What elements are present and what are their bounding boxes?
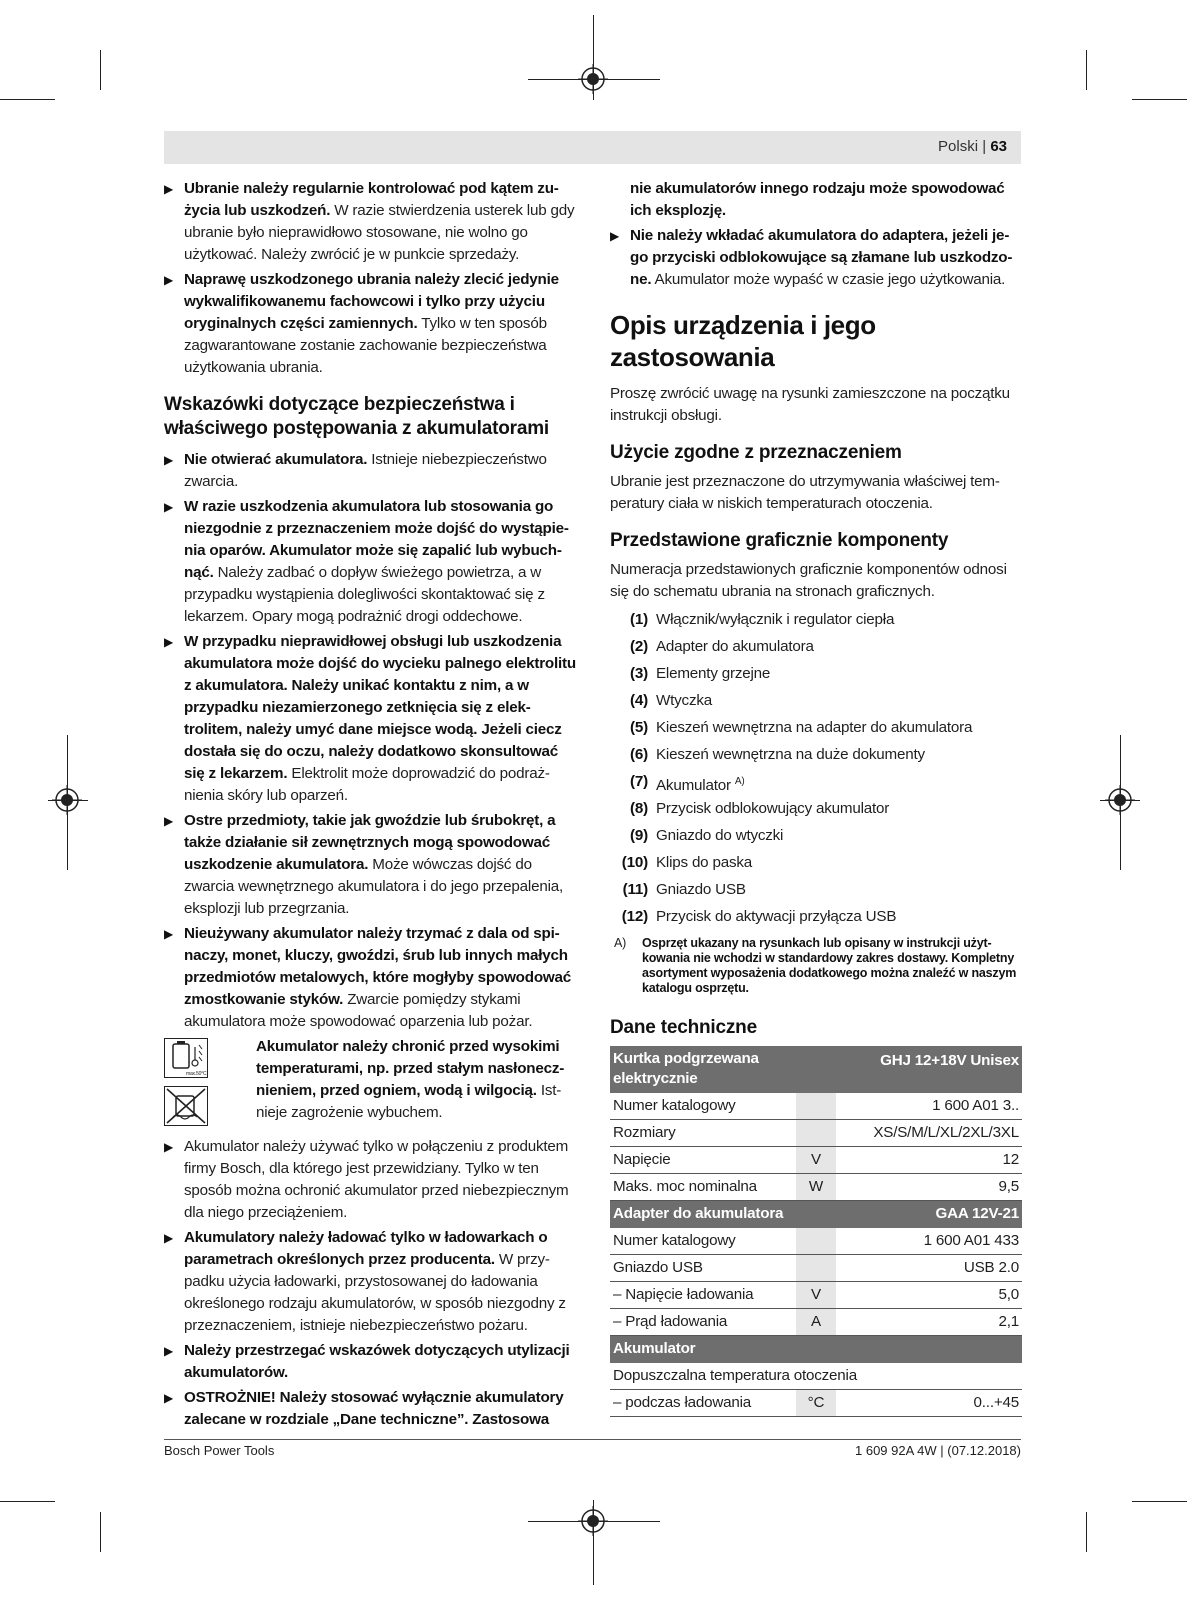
tech-data-heading: Dane techniczne (610, 1017, 757, 1038)
tech-cell-value: GAA 12V-21 (836, 1201, 1022, 1228)
registration-mark-icon (578, 1506, 608, 1536)
tech-cell-value: USB 2.0 (836, 1255, 1022, 1282)
tech-cell-label: Adapter do akumulatora (610, 1201, 796, 1228)
tech-table-body (610, 1046, 1022, 1417)
component-label-text: Akumulator (656, 777, 731, 795)
tech-cell-value: 2,1 (836, 1309, 1022, 1336)
component-number: (11) (622, 881, 648, 898)
component-label: Kieszeń wewnętrzna na duże dokumenty (656, 746, 925, 763)
component-label: Przycisk odblokowujący akumulator (656, 800, 890, 817)
tech-row (610, 1255, 1022, 1282)
crop-mark (100, 50, 101, 90)
component-number: (9) (630, 827, 648, 844)
tech-row (610, 1390, 1022, 1417)
safety-bullet (164, 1227, 580, 1337)
tech-cell-value: 12 (836, 1147, 1022, 1174)
warning-normal: Istnieje zagrożenie wybuchem. (256, 1082, 562, 1121)
crop-mark (0, 1501, 55, 1502)
crop-mark (1132, 99, 1187, 100)
safety-bullet (164, 1340, 580, 1384)
footnote-ref: A) (734, 776, 745, 787)
temperature-icon-label: max.50°C (186, 1071, 207, 1077)
tech-cell-unit: W (796, 1174, 836, 1201)
registration-mark-icon (578, 64, 608, 94)
component-label: Kieszeń wewnętrzna na adapter do akumulatora (656, 719, 973, 736)
tech-section-header-row (610, 1336, 1022, 1363)
header-separator: | (982, 138, 987, 155)
component-number: (4) (630, 692, 648, 709)
bullet-text: Zwarcie pomiędzy stykami akumulatora może spowodować oparzenia lub pożar. (184, 991, 533, 1030)
left-column (164, 178, 580, 1434)
footer-doc-number: 1 609 92A 4W | (07.12.2018) (855, 1443, 1021, 1458)
component-label: Elementy grzejne (656, 665, 771, 682)
footer-brand: Bosch Power Tools (164, 1443, 275, 1458)
components-intro: Numeracja przedstawionych graficznie komponentów odnosi się do schematu ubrania na stronach graficznych. (610, 561, 1007, 600)
tech-cell-unit: A (796, 1309, 836, 1336)
bullet-bold: W przypadku nieprawidłowej obsługi lub uszkodzenia akumulatora może dojść do wycieku palnego elektrolitu z akumulatora. Należy unikać kontaktu z nim, a w przypadku niezamierzonego zetknięcia się z elektrolitem, należy umyć dane miejsce wodą. Jeżeli ciecz dostała się do oczu, należy dodatkowo skonsultować się z lekarzem. (184, 633, 576, 782)
tech-section-header-row (610, 1046, 1022, 1093)
bullet-text: W razie stwierdzenia usterek lub gdy ubranie było nieprawidłowo stosowane, nie wolno go użytkować. Należy zwrócić je w punkcie sprzedaży. (184, 202, 575, 263)
bullet-bold: Ostre przedmioty, takie jak gwoździe lub śrubokręt, a także działanie sił zewnętrznych mogą spowodować uszkodzenie akumulatora. (184, 812, 556, 873)
tech-row (610, 1120, 1022, 1147)
component-label: Adapter do akumulatora (656, 638, 814, 655)
warning-text (256, 1036, 582, 1124)
bullet-bold: Naprawę uszkodzonego ubrania należy zlecić jedynie wykwalifikowanemu fachowcowi i tylko przy użyciu oryginalnych części zamiennych. (184, 271, 559, 332)
tech-cell-value: 1 600 A01 3.. (836, 1093, 1022, 1120)
bullet-bold: Ubranie należy regularnie kontrolować pod kątem zużycia lub uszkodzeń. (184, 180, 559, 219)
component-item (610, 687, 1022, 714)
bullet-text: Należy zadbać o dopływ świeżego powietrza, a w przypadku wystąpienia dolegliwości skontaktować się z lekarzem. Opary mogą podrażnić drogi oddechowe. (184, 564, 545, 625)
tech-cell-value: 5,0 (836, 1282, 1022, 1309)
tech-cell-label: – Prąd ładowania (610, 1309, 796, 1336)
tech-cell-value (836, 1336, 1022, 1363)
bullet-triangle-icon: ▶ (610, 229, 620, 243)
registration-mark-icon (1105, 785, 1135, 815)
component-number: (10) (621, 854, 648, 871)
tech-row (610, 1309, 1022, 1336)
right-column (610, 178, 1022, 1417)
safety-bullet (164, 1387, 580, 1431)
tech-cell-unit (796, 1336, 836, 1363)
tech-cell-label: – Napięcie ładowania (610, 1282, 796, 1309)
bullet-triangle-icon: ▶ (164, 182, 174, 196)
component-item (610, 876, 1022, 903)
crop-mark (100, 1512, 101, 1552)
footer-divider (164, 1439, 1021, 1440)
tech-cell-unit: °C (796, 1390, 836, 1417)
tech-cell-unit: V (796, 1282, 836, 1309)
bullet-triangle-icon: ▶ (164, 1344, 174, 1358)
safety-bullet (164, 178, 580, 266)
safety-bullet (610, 225, 1022, 291)
crop-mark (1086, 50, 1087, 90)
page-number: 63 (990, 138, 1007, 155)
warning-bold: Akumulator należy chronić przed wysokimi temperaturami, np. przed stałym nasłonecznieniem, przed ogniem, wodą i wilgocią. (256, 1038, 565, 1099)
tech-cell-unit (796, 1201, 836, 1228)
bullet-triangle-icon: ▶ (164, 453, 174, 467)
tech-cell-unit (796, 1093, 836, 1120)
component-label: Klips do paska (656, 854, 752, 871)
tech-cell-unit (796, 1046, 836, 1093)
component-item (610, 633, 1022, 660)
bullet-continuation (610, 178, 1022, 222)
components-heading: Przedstawione graficznie komponenty (610, 530, 949, 551)
tech-cell-unit (796, 1228, 836, 1255)
safety-bullet (164, 923, 580, 1033)
bullet-triangle-icon: ▶ (164, 814, 174, 828)
bullet-triangle-icon: ▶ (164, 1140, 174, 1154)
continuation-bold: nie akumulatorów innego rodzaju może spowodować ich eksplozję. (630, 180, 1005, 219)
battery-temperature-warning (164, 1036, 580, 1132)
header-text (938, 138, 1007, 155)
tech-cell-value: 1 600 A01 433 (836, 1228, 1022, 1255)
intended-use-heading: Użycie zgodne z przeznaczeniem (610, 442, 902, 463)
tech-cell-label: Dopuszczalna temperatura otoczenia (610, 1363, 1022, 1390)
tech-cell-label: Kurtka podgrzewana elektrycznie (610, 1046, 796, 1093)
tech-cell-unit (796, 1255, 836, 1282)
tech-cell-label: Maks. moc nominalna (610, 1174, 796, 1201)
component-item (610, 606, 1022, 633)
safety-bullet (164, 496, 580, 628)
bullet-triangle-icon: ▶ (164, 1391, 174, 1405)
bullet-triangle-icon: ▶ (164, 927, 174, 941)
safety-bullet (164, 449, 580, 493)
bullet-text: Akumulator może wypaść w czasie jego użytkowania. (651, 271, 1006, 288)
component-item (610, 849, 1022, 876)
bullet-bold: Należy przestrzegać wskazówek dotyczących utylizacji akumulatorów. (184, 1342, 570, 1381)
tech-row (610, 1093, 1022, 1120)
components-list (610, 606, 1022, 930)
component-number: (7) (630, 773, 648, 790)
bullet-text: Istnieje niebezpieczeństwo zwarcia. (184, 451, 547, 490)
tech-cell-value: 0...+45 (836, 1390, 1022, 1417)
bullet-text: Elektrolit może doprowadzić do podrażnienia skóry lub oparzeń. (184, 765, 550, 804)
bullet-text: Tylko w ten sposób zagwarantowane zostanie zachowanie bezpieczeństwa użytkowania ubrania. (184, 315, 547, 376)
tech-cell-label: Numer katalogowy (610, 1093, 796, 1120)
high-temperature-icon (164, 1038, 208, 1078)
crop-mark (0, 99, 55, 100)
bullet-bold: Nie należy wkładać akumulatora do adaptera, jeżeli jego przyciski odblokowujące są złamane lub uszkodzone. (630, 227, 1013, 288)
page-header (164, 131, 1021, 164)
section-intro: Proszę zwrócić uwagę na rysunki zamieszczone na początku instrukcji obsługi. (610, 385, 1010, 424)
registration-mark-icon (52, 785, 82, 815)
component-number: (1) (630, 611, 648, 628)
tech-row (610, 1228, 1022, 1255)
bullet-triangle-icon: ▶ (164, 273, 174, 287)
component-number: (6) (630, 746, 648, 763)
component-label: Wtyczka (656, 692, 712, 709)
battery-safety-heading: Wskazówki dotyczące bezpieczeństwa i właściwego postępowania z akumulatorami (164, 394, 549, 439)
component-number: (3) (630, 665, 648, 682)
component-item (610, 795, 1022, 822)
tech-cell-label: – podczas ładowania (610, 1390, 796, 1417)
bullet-triangle-icon: ▶ (164, 1231, 174, 1245)
component-label: Przycisk do aktywacji przyłącza USB (656, 908, 897, 925)
bullet-triangle-icon: ▶ (164, 635, 174, 649)
tech-data-table (610, 1046, 1022, 1417)
tech-cell-label: Gniazdo USB (610, 1255, 796, 1282)
tech-cell-unit (796, 1120, 836, 1147)
tech-section-header-row (610, 1201, 1022, 1228)
tech-cell-label: Rozmiary (610, 1120, 796, 1147)
tech-cell-label: Akumulator (610, 1336, 796, 1363)
crop-mark (1132, 1501, 1187, 1502)
bullet-text: Może wówczas dojść do zwarcia wewnętrznego akumulatora i do jego przepalenia, eksplozji lub przegrzania. (184, 856, 564, 917)
bullet-bold: Nieużywany akumulator należy trzymać z dala od spinaczy, monet, kluczy, gwoździ, śrub lub innych małych przedmiotów metalowych, które mogłyby spowodować zmostkowanie styków. (184, 925, 572, 1008)
footnote-mark: A) (614, 936, 627, 950)
component-item (610, 903, 1022, 930)
tech-cell-label: Numer katalogowy (610, 1228, 796, 1255)
tech-row (610, 1174, 1022, 1201)
crop-mark (1086, 1512, 1087, 1552)
safety-bullet (164, 1136, 580, 1224)
section-title: Opis urządzenia i jego zastosowania (610, 310, 876, 372)
component-number: (5) (630, 719, 648, 736)
bullet-bold: OSTROŻNIE! Należy stosować wyłącznie akumulatory zalecane w rozdziale „Dane techniczne”. Zastosowa (184, 1389, 564, 1428)
tech-cell-value: 9,5 (836, 1174, 1022, 1201)
safety-bullet (164, 810, 580, 920)
component-item (610, 822, 1022, 849)
bullet-bold: Akumulatory należy ładować tylko w ładowarkach o parametrach określonych przez producenta. (184, 1229, 548, 1268)
no-water-fire-icon (164, 1086, 208, 1126)
header-language: Polski (938, 138, 979, 155)
bullet-text: W przypadku użycia ładowarki, przystosowanej do ładowania określonego rodzaju akumulatorów, w sposób niezgodny z przeznaczeniem, istnieje niebezpieczeństwo pożaru. (184, 1251, 566, 1334)
bullet-text: Akumulator należy używać tylko w połączeniu z produktem firmy Bosch, dla którego jest przewidziany. Tylko w ten sposób można ochronić akumulator przed niebezpiecznym dla niego przeciążeniem. (184, 1138, 569, 1221)
component-label: Gniazdo do wtyczki (656, 827, 784, 844)
component-number: (12) (621, 908, 648, 925)
tech-row (610, 1363, 1022, 1390)
component-item (610, 768, 1022, 795)
tech-cell-value: XS/S/M/L/XL/2XL/3XL (836, 1120, 1022, 1147)
tech-row (610, 1282, 1022, 1309)
component-number: (8) (630, 800, 648, 817)
safety-bullet (164, 631, 580, 807)
footnote (610, 936, 1022, 996)
component-item (610, 741, 1022, 768)
footnote-text: Osprzęt ukazany na rysunkach lub opisany w instrukcji użytkowania nie wchodzi w standardowy zakres dostawy. Kompletny asortyment wyposażenia dodatkowego można znaleźć w naszym katalogu osprzętu. (642, 936, 1017, 995)
bullet-triangle-icon: ▶ (164, 500, 174, 514)
tech-cell-unit: V (796, 1147, 836, 1174)
component-label: Włącznik/wyłącznik i regulator ciepła (656, 611, 895, 628)
tech-row (610, 1147, 1022, 1174)
component-number: (2) (630, 638, 648, 655)
component-label: Gniazdo USB (656, 881, 746, 898)
tech-cell-value: GHJ 12+18V Unisex (836, 1046, 1022, 1093)
component-item (610, 660, 1022, 687)
bullet-bold: Nie otwierać akumulatora. (184, 451, 368, 468)
bullet-bold: W razie uszkodzenia akumulatora lub stosowania go niezgodnie z przeznaczeniem może dojść do wystąpienia oparów. Akumulator może się zapalić lub wybuchnąć. (184, 498, 569, 581)
intended-use-text: Ubranie jest przeznaczone do utrzymywania właściwej temperatury ciała w niskich temperaturach otoczenia. (610, 473, 1000, 512)
component-item (610, 714, 1022, 741)
tech-cell-label: Napięcie (610, 1147, 796, 1174)
safety-bullet (164, 269, 580, 379)
